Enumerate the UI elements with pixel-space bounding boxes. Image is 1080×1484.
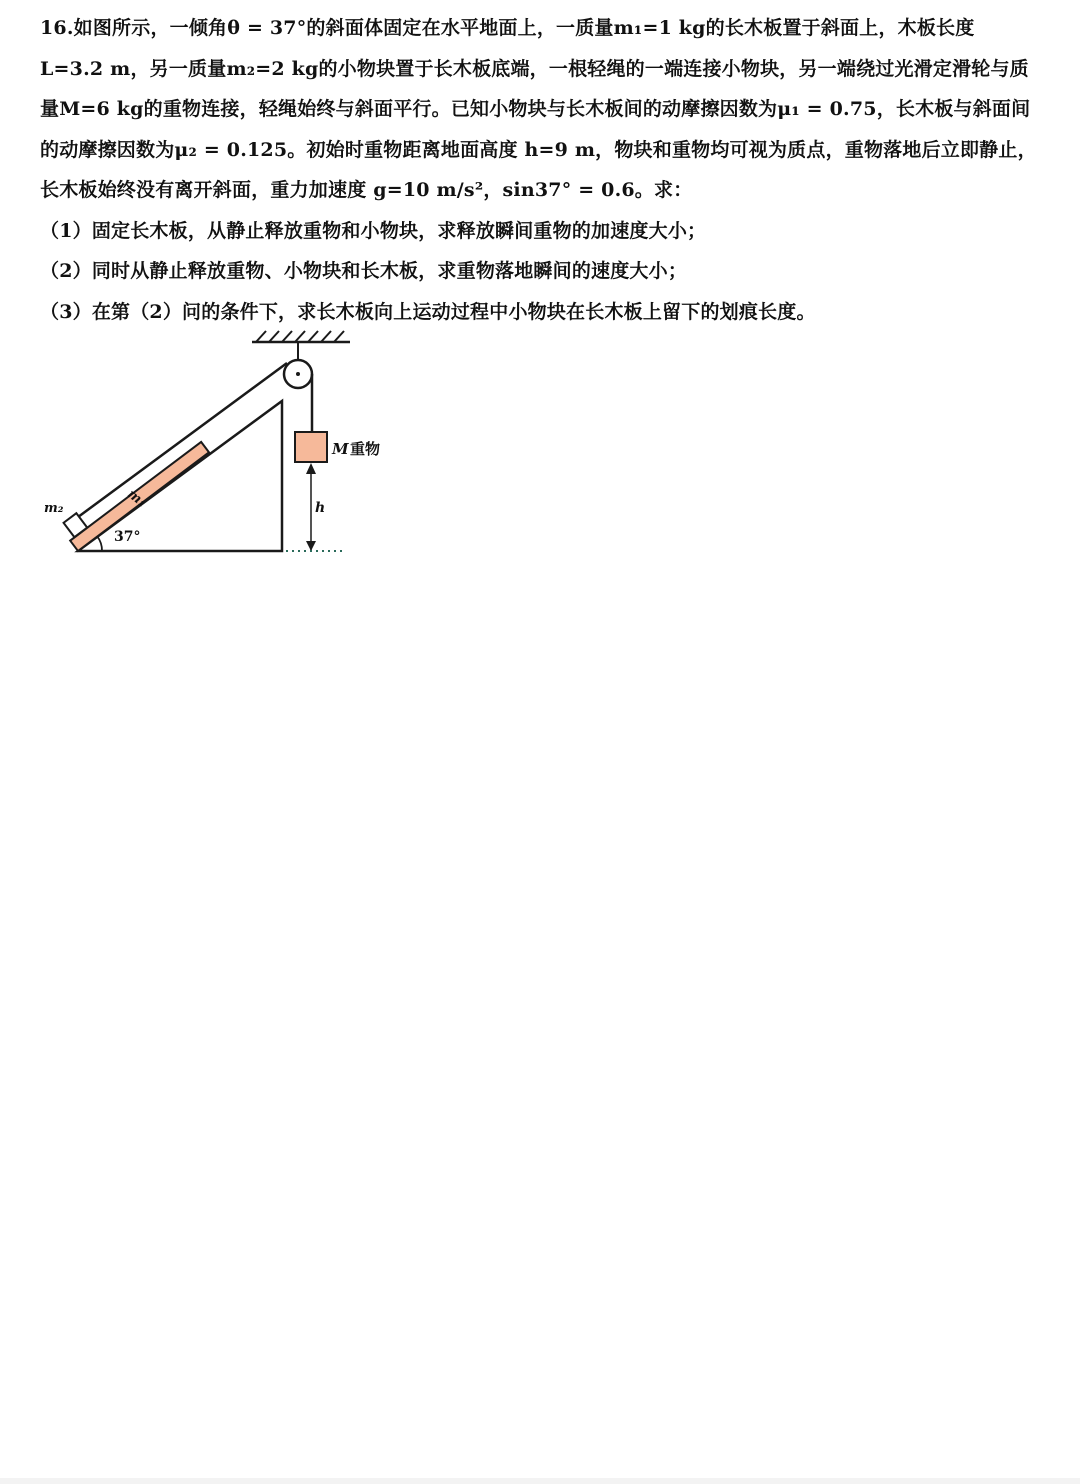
angle-label: 37°: [114, 529, 141, 545]
question-3: （3）在第（2）问的条件下，求长木板向上运动过程中小物块在长木板上留下的划痕长度。: [40, 300, 816, 323]
problem-line: 量M=6 kg的重物连接，轻绳始终与斜面平行。已知小物块与长木板间的动摩擦因数为μ₁ = 0.75，长木板与斜面间: [40, 98, 1031, 120]
weight-text-label: 重物: [350, 440, 381, 458]
incline-pulley-figure: [36, 322, 416, 562]
hanging-weight: [295, 432, 327, 462]
question-1: （1）固定长木板，从静止释放重物和小物块，求释放瞬间重物的加速度大小；: [40, 219, 707, 242]
page-bottom-edge: [0, 1478, 1080, 1484]
height-label: h: [315, 500, 326, 516]
problem-line: 的动摩擦因数为μ₂ = 0.125。初始时重物距离地面高度 h=9 m，物块和重物均可视为质点，重物落地后立即静止，: [40, 138, 1037, 161]
height-arrow-head-down: [306, 541, 316, 551]
problem-line: L=3.2 m，另一质量m₂=2 kg的小物块置于长木板底端，一根轻绳的一端连接小物块，另一端绕过光滑定滑轮与质: [40, 57, 1029, 80]
height-arrow-head-up: [306, 463, 316, 474]
problem-text: [40, 8, 1050, 332]
ceiling: [252, 331, 350, 342]
problem-line: 16.如图所示，一倾角θ = 37°的斜面体固定在水平地面上，一质量m₁=1 kg的长木板置于斜面上，木板长度: [40, 17, 975, 39]
board-label: m₁: [124, 486, 149, 511]
figure-svg: [36, 322, 416, 562]
problem-line: 长木板始终没有离开斜面，重力加速度 g=10 m/s²，sin37° = 0.6。求：: [40, 179, 693, 201]
question-2: （2）同时从静止释放重物、小物块和长木板，求重物落地瞬间的速度大小；: [40, 260, 688, 282]
weight-symbol-label: M: [332, 440, 349, 458]
pulley-axle: [296, 372, 300, 376]
block-label: m₂: [44, 501, 64, 516]
